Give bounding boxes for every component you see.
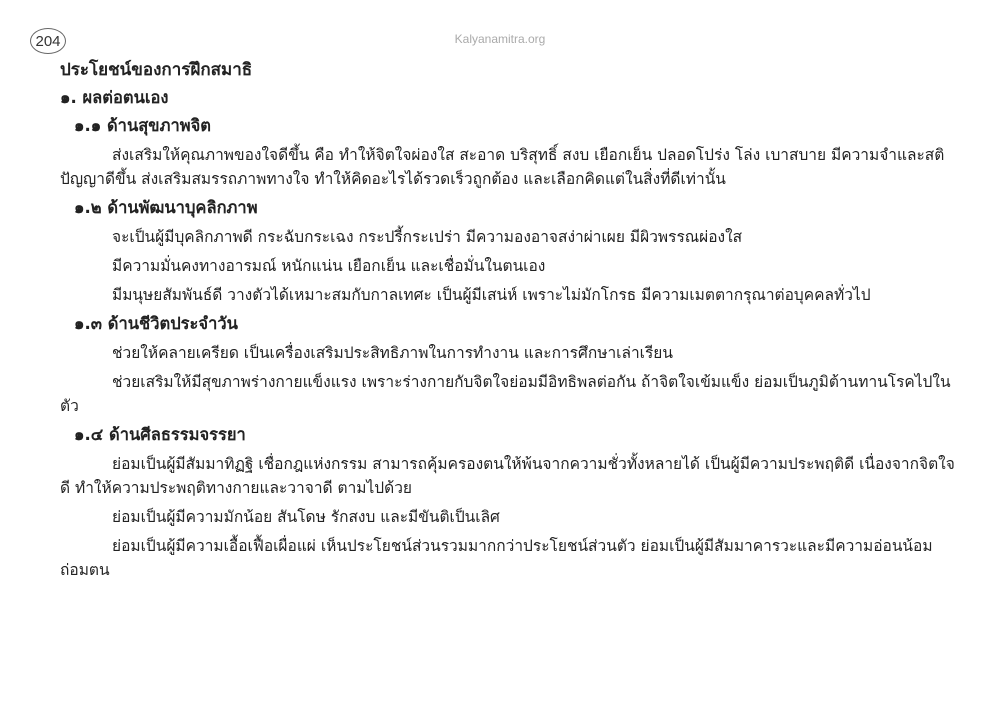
paragraph: จะเป็นผู้มีบุคลิกภาพดี กระฉับกระเฉง กระปรี้กระเปร่า มีความองอาจสง่าผ่าเผย มีผิวพรรณผ่องใส [112,228,743,246]
document-title: ประโยชน์ของการฝึกสมาธิ [60,60,253,80]
paragraph: ย่อมเป็นผู้มีความเอื้อเฟื้อเผื่อแผ่ เห็นประโยชน์ส่วนรวมมากกว่าประโยชน์ส่วนตัว ย่อมเป็นผู้มีสัมมาคารวะและมีความอ่อนน้อมถ่อมตน [60,537,933,579]
paragraph: มีความมั่นคงทางอารมณ์ หนักแน่น เยือกเย็น และเชื่อมั่นในตนเอง [112,257,546,275]
paragraph: ส่งเสริมให้คุณภาพของใจดีขึ้น คือ ทำให้จิตใจผ่องใส สะอาด บริสุทธิ์ สงบ เยือกเย็น ปลอดโปร่ง โล่ง เบาสบาย มีความจำและสติปัญญาดีขึ้น ส่งเสริมสมรรถภาพทางใจ ทำให้คิดอะไรได้รวดเร็วถูกต้อง และเลือกคิดแต่ในสิ่งที่ดีเท่านั้น [60,146,945,188]
page-number: 204 [30,28,66,54]
paragraph: ช่วยให้คลายเครียด เป็นเครื่องเสริมประสิทธิภาพในการทำงาน และการศึกษาเล่าเรียน [112,344,673,362]
subsection-heading: ๑.๒ ด้านพัฒนาบุคลิกภาพ [74,198,258,217]
subsection-heading: ๑.๑ ด้านสุขภาพจิต [74,116,211,135]
section-heading: ๑. ผลต่อตนเอง [60,88,169,107]
paragraph: ย่อมเป็นผู้มีความมักน้อย สันโดษ รักสงบ และมีขันติเป็นเลิศ [112,508,500,526]
watermark: Kalyanamitra.org [454,32,546,46]
subsection-heading: ๑.๓ ด้านชีวิตประจำวัน [74,314,238,333]
paragraph: มีมนุษยสัมพันธ์ดี วางตัวได้เหมาะสมกับกาลเทศะ เป็นผู้มีเสน่ห์ เพราะไม่มักโกรธ มีความเมตตากรุณาต่อบุคคลทั่วไป [112,286,871,304]
paragraph: ช่วยเสริมให้มีสุขภาพร่างกายแข็งแรง เพราะร่างกายกับจิตใจย่อมมีอิทธิพลต่อกัน ถ้าจิตใจเข้มแข็ง ย่อมเป็นภูมิต้านทานโรคไปในตัว [60,373,951,415]
subsection-heading: ๑.๔ ด้านศีลธรรมจรรยา [74,425,246,444]
document-body [60,58,960,587]
paragraph: ย่อมเป็นผู้มีสัมมาทิฏฐิ เชื่อกฎแห่งกรรม สามารถคุ้มครองตนให้พ้นจากความชั่วทั้งหลายได้ เป็นผู้มีความประพฤติดี เนื่องจากจิตใจดี ทำให้ความประพฤติทางกายและวาจาดี ตามไปด้วย [60,455,955,497]
